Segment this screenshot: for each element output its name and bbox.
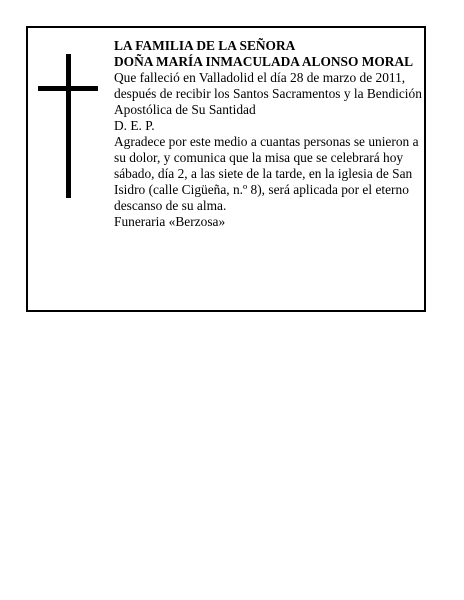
heading-family: LA FAMILIA DE LA SEÑORA [114,38,296,53]
heading-deceased-name: DOÑA MARÍA INMACULADA ALONSO MORAL [114,54,414,69]
obituary-notice [26,26,426,312]
death-notice-text: Que falleció en Valladolid el día 28 de marzo de 2011, después de recibir los Santos Sacramentos y la Bendición Apostólica de Su Santidad [114,70,422,117]
cross-horizontal-bar [38,86,98,91]
cross-icon [38,54,98,198]
funeral-home-text: Funeraria «Berzosa» [114,214,226,229]
cross-vertical-bar [66,54,71,198]
thanks-text: Agradece por este medio a cuantas personas se unieron a su dolor, y comunica que la misa que se celebrará hoy sábado, día 2, a las siete de la tarde, en la iglesia de San Isidro (calle Cigüeña, n.º 8), será aplicada por el eterno descanso de su alma. [114,134,419,213]
notice-text [114,38,426,230]
rip-text: D. E. P. [114,118,155,133]
